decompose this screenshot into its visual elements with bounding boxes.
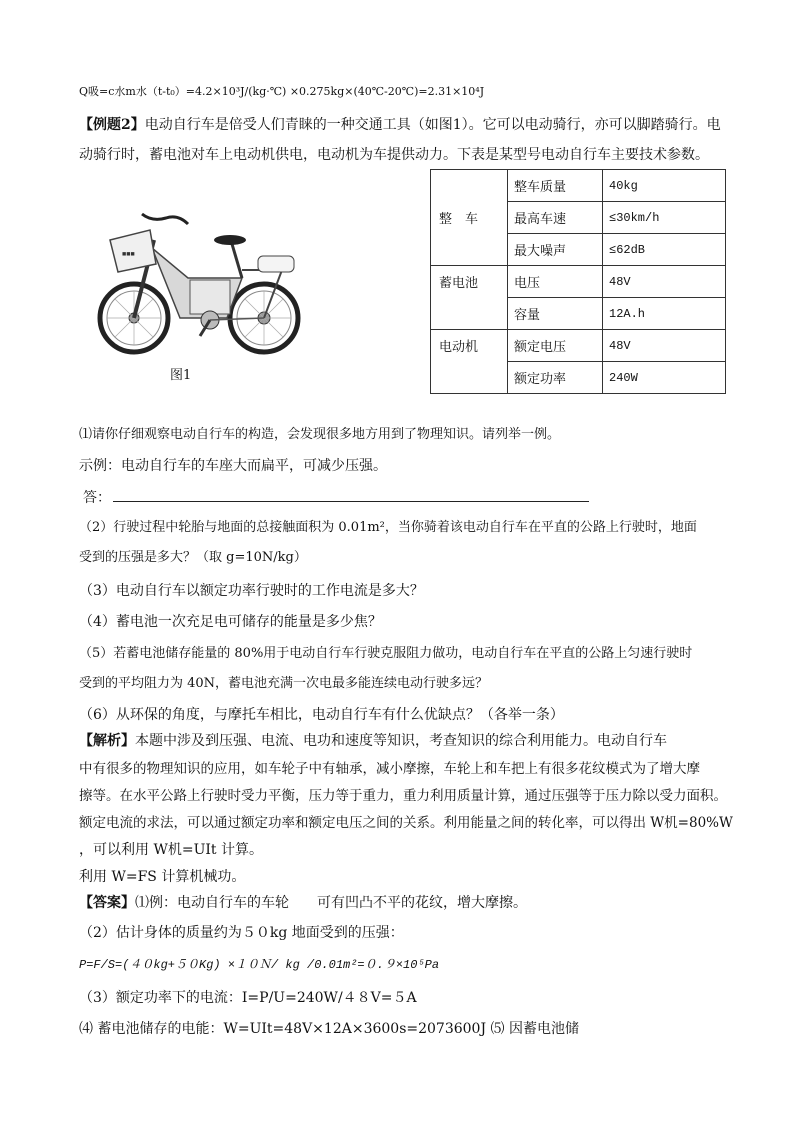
question-1-example: 示例：电动自行车的车座大而扁平，可减少压强。 bbox=[79, 458, 387, 474]
example-intro-line-1 bbox=[79, 115, 721, 135]
question-1: ⑴请你仔细观察电动自行车的构造，会发现很多地方用到了物理知识。请列举一例。 bbox=[79, 427, 561, 442]
analysis-line-5: ，可以利用 W机=UIt 计算。 bbox=[79, 842, 263, 858]
group-cell: 蓄电池 bbox=[431, 266, 508, 330]
value-cell: 12A.h bbox=[603, 298, 726, 330]
spec-table bbox=[430, 169, 726, 394]
example-intro-line-2: 动骑行时，蓄电池对车上电动机供电，电动机为车提供动力。下表是某型号电动自行车主要技术参数。 bbox=[79, 147, 709, 163]
analysis-line-4: 额定电流的求法，可以通过额定功率和额定电压之间的关系。利用能量之间的转化率，可以得出 W机=80%W bbox=[79, 815, 733, 831]
answer-label: 【答案】 bbox=[79, 895, 135, 911]
analysis-text: 本题中涉及到压强、电流、电功和速度等知识，考查知识的综合利用能力。电动自行车 bbox=[135, 733, 667, 749]
analysis-line-6: 利用 W=FS 计算机械功。 bbox=[79, 869, 246, 885]
analysis-line-2: 中有很多的物理知识的应用，如车轮子中有轴承，减小摩擦，车轮上和车把上有很多花纹模式为了增大摩 bbox=[79, 761, 700, 777]
table-row bbox=[431, 266, 726, 298]
value-cell: 48V bbox=[603, 266, 726, 298]
value-cell: ≤62dB bbox=[603, 234, 726, 266]
question-2-line-2: 受到的压强是多大？（取 g=10N/kg） bbox=[79, 550, 307, 565]
header-formula: Q吸=c水m水（t-t₀）=4.2×10³J/(kg·℃) ×0.275kg×(40℃-20℃)=2.31×10⁴J bbox=[79, 85, 485, 98]
table-row bbox=[431, 170, 726, 202]
param-cell: 最大噪声 bbox=[508, 234, 603, 266]
table-row bbox=[431, 330, 726, 362]
value-cell: 48V bbox=[603, 330, 726, 362]
value-cell: ≤30km/h bbox=[603, 202, 726, 234]
answer-2-label: （2）估计身体的质量约为５０kg 地面受到的压强： bbox=[79, 925, 404, 941]
question-4: （4）蓄电池一次充足电可储存的能量是多少焦？ bbox=[79, 614, 382, 630]
question-5-line-1: （5）若蓄电池储存能量的 80%用于电动自行车行驶克服阻力做功，电动自行车在平直的公路上匀速行驶时 bbox=[79, 646, 693, 661]
figure-caption: 图1 bbox=[170, 368, 192, 383]
question-2-line-1: （2）行驶过程中轮胎与地面的总接触面积为 0.01m²，当你骑着该电动自行车在平直的公路上行驶时，地面 bbox=[79, 520, 697, 535]
param-cell: 额定功率 bbox=[508, 362, 603, 394]
param-cell: 额定电压 bbox=[508, 330, 603, 362]
question-1-answer bbox=[83, 487, 589, 508]
example-intro-text: 电动自行车是倍受人们青睐的一种交通工具（如图1）。它可以电动骑行，亦可以脚踏骑行。电 bbox=[144, 117, 721, 133]
answer-3: （3）额定功率下的电流：I=P/U=240W/４８V=５A bbox=[79, 990, 417, 1006]
analysis-label: 【解析】 bbox=[79, 733, 135, 749]
question-5-line-2: 受到的平均阻力为 40N，蓄电池充满一次电最多能连续电动行驶多远？ bbox=[79, 676, 489, 691]
question-6: （6）从环保的角度，与摩托车相比，电动自行车有什么优缺点？（各举一条） bbox=[79, 707, 564, 723]
value-cell: 40kg bbox=[603, 170, 726, 202]
param-cell: 整车质量 bbox=[508, 170, 603, 202]
analysis-line-3: 擦等。在水平公路上行驶时受力平衡，压力等于重力，重力利用质量计算，通过压强等于压力除以受力面积。 bbox=[79, 788, 727, 804]
group-cell: 整 车 bbox=[431, 170, 508, 266]
param-cell: 容量 bbox=[508, 298, 603, 330]
analysis-line-1 bbox=[79, 731, 667, 751]
electric-bicycle-image bbox=[92, 200, 312, 370]
question-3: （3）电动自行车以额定功率行驶时的工作电流是多大？ bbox=[79, 583, 424, 599]
answer-4: ⑷ 蓄电池储存的电能：W=UIt=48V×12A×3600s=2073600J ⑸ 因蓄电池储 bbox=[79, 1021, 579, 1037]
svg-text:■■■: ■■■ bbox=[122, 251, 135, 258]
answer-line-1 bbox=[79, 893, 527, 913]
answer-label: 答： bbox=[83, 490, 111, 506]
answer-text: ⑴例：电动自行车的车轮 可有凹凸不平的花纹，增大摩擦。 bbox=[135, 895, 527, 911]
group-cell: 电动机 bbox=[431, 330, 508, 394]
value-cell: 240W bbox=[603, 362, 726, 394]
answer-blank[interactable] bbox=[113, 487, 589, 502]
answer-2-formula: P=F/S=(４０kg+５０Kg) ×１０Ｎ/ kg /0.01m²=０.９×10⁵Pa bbox=[79, 958, 440, 972]
param-cell: 电压 bbox=[508, 266, 603, 298]
example-label: 【例题2】 bbox=[79, 117, 145, 133]
param-cell: 最高车速 bbox=[508, 202, 603, 234]
